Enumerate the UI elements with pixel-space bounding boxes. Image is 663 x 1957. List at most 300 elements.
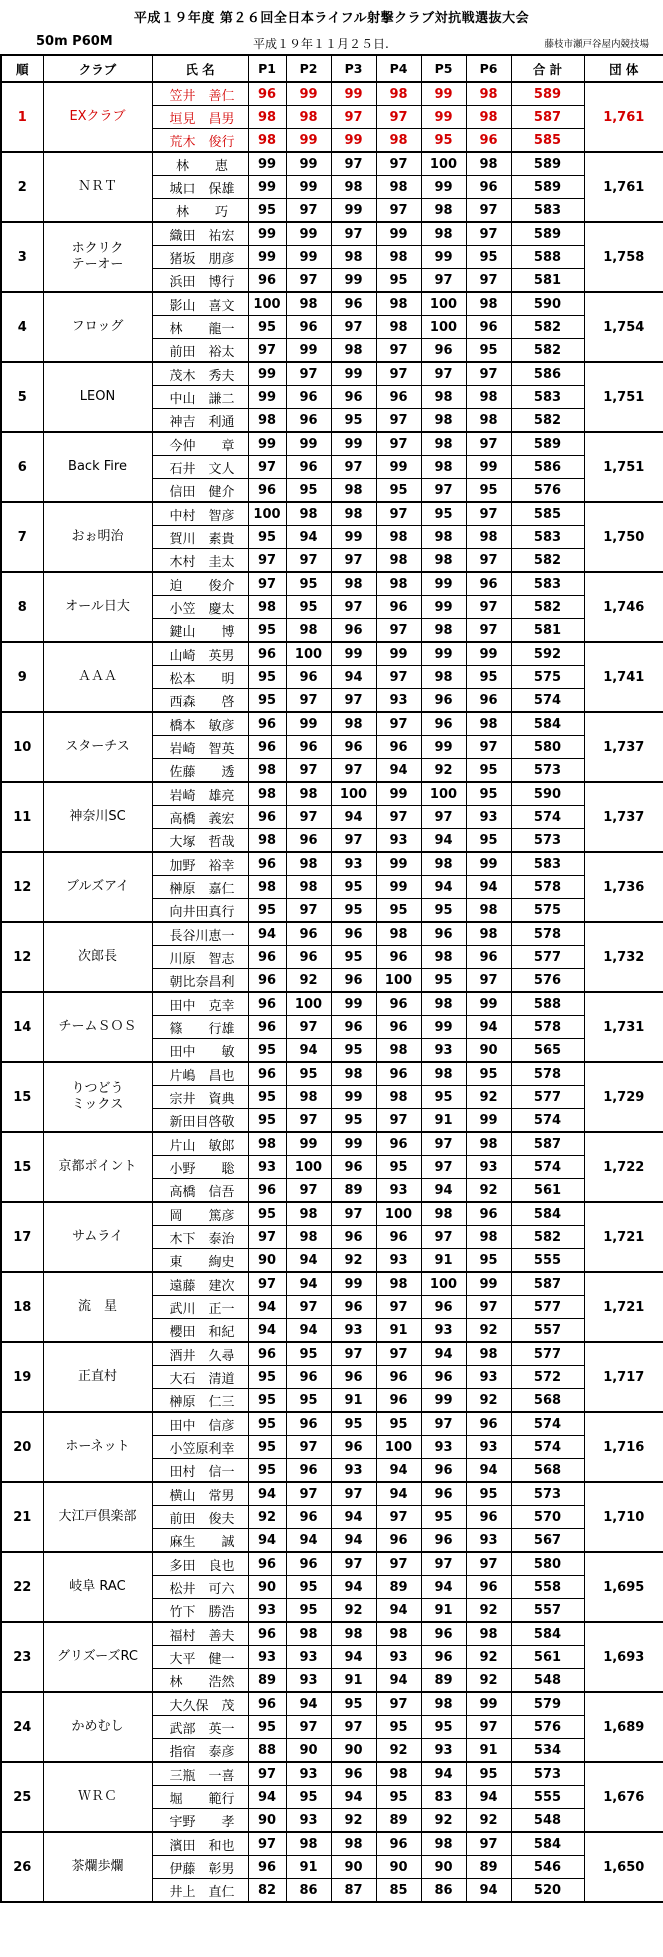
- score-p5: 99: [421, 176, 466, 199]
- score-p1: 95: [248, 1412, 286, 1436]
- score-p5: 91: [421, 1249, 466, 1273]
- score-p3: 93: [331, 1319, 376, 1343]
- shooter-name: 神吉 利通: [152, 409, 248, 433]
- score-p4: 96: [376, 1016, 421, 1039]
- score-p5: 91: [421, 1599, 466, 1623]
- score-p5: 99: [421, 82, 466, 106]
- table-row: [1, 1692, 663, 1716]
- score-p1: 95: [248, 1716, 286, 1739]
- subheader: [0, 32, 663, 54]
- team-rank: 5: [1, 362, 43, 432]
- score-p3: 97: [331, 1482, 376, 1506]
- score-p2: 93: [286, 1669, 331, 1693]
- shooter-total: 568: [511, 1459, 584, 1483]
- score-p5: 95: [421, 129, 466, 153]
- score-p2: 95: [286, 1062, 331, 1086]
- team-total: 1,695: [584, 1552, 663, 1622]
- score-p4: 97: [376, 806, 421, 829]
- score-p3: 95: [331, 409, 376, 433]
- score-p3: 100: [331, 782, 376, 806]
- shooter-total: 584: [511, 1832, 584, 1856]
- shooter-name: 小笠 慶太: [152, 596, 248, 619]
- score-p6: 95: [466, 479, 511, 503]
- table-row: [1, 362, 663, 386]
- score-p2: 95: [286, 1576, 331, 1599]
- shooter-total: 590: [511, 782, 584, 806]
- score-p5: 96: [421, 1459, 466, 1483]
- score-p6: 89: [466, 1856, 511, 1879]
- score-p3: 87: [331, 1879, 376, 1903]
- shooter-total: 586: [511, 456, 584, 479]
- score-p4: 93: [376, 1249, 421, 1273]
- score-p6: 98: [466, 1226, 511, 1249]
- score-p4: 97: [376, 339, 421, 363]
- shooter-total: 582: [511, 1226, 584, 1249]
- score-p4: 100: [376, 969, 421, 993]
- team-rank: 17: [1, 1202, 43, 1272]
- table-row: [1, 1062, 663, 1086]
- team-total: 1,722: [584, 1132, 663, 1202]
- score-p6: 93: [466, 1156, 511, 1179]
- score-p1: 98: [248, 829, 286, 853]
- shooter-name: 林 浩然: [152, 1669, 248, 1693]
- score-p4: 98: [376, 572, 421, 596]
- shooter-name: 指宿 泰彦: [152, 1739, 248, 1763]
- score-p3: 97: [331, 596, 376, 619]
- team-rank: 24: [1, 1692, 43, 1762]
- score-p1: 96: [248, 1179, 286, 1203]
- shooter-total: 565: [511, 1039, 584, 1063]
- shooter-name: 中山 謙二: [152, 386, 248, 409]
- team-total: 1,751: [584, 432, 663, 502]
- score-p2: 97: [286, 759, 331, 783]
- score-p5: 96: [421, 1482, 466, 1506]
- shooter-total: 589: [511, 152, 584, 176]
- score-p1: 96: [248, 712, 286, 736]
- shooter-name: 織田 祐宏: [152, 222, 248, 246]
- score-p2: 97: [286, 549, 331, 573]
- score-p2: 100: [286, 1156, 331, 1179]
- shooter-name: 井上 直仁: [152, 1879, 248, 1903]
- shooter-total: 557: [511, 1599, 584, 1623]
- team-total: 1,732: [584, 922, 663, 992]
- shooter-total: 567: [511, 1529, 584, 1553]
- score-p2: 94: [286, 1319, 331, 1343]
- score-p4: 97: [376, 619, 421, 643]
- results-body: [1, 82, 663, 1902]
- score-p1: 98: [248, 759, 286, 783]
- score-p1: 93: [248, 1599, 286, 1623]
- score-p4: 96: [376, 1132, 421, 1156]
- score-p6: 93: [466, 1366, 511, 1389]
- score-p6: 97: [466, 222, 511, 246]
- score-p2: 93: [286, 1646, 331, 1669]
- score-p4: 97: [376, 1342, 421, 1366]
- score-p6: 98: [466, 409, 511, 433]
- shooter-name: 岡 篤彦: [152, 1202, 248, 1226]
- shooter-total: 578: [511, 922, 584, 946]
- score-p5: 95: [421, 1716, 466, 1739]
- score-p2: 97: [286, 269, 331, 293]
- score-p4: 97: [376, 1692, 421, 1716]
- shooter-total: 520: [511, 1879, 584, 1903]
- score-p3: 95: [331, 946, 376, 969]
- score-p4: 95: [376, 269, 421, 293]
- event-name: 50m P60M: [36, 34, 113, 49]
- score-p5: 100: [421, 316, 466, 339]
- score-p2: 96: [286, 456, 331, 479]
- shooter-name: 前田 俊夫: [152, 1506, 248, 1529]
- score-p4: 96: [376, 1389, 421, 1413]
- score-p3: 96: [331, 386, 376, 409]
- score-p5: 94: [421, 1342, 466, 1366]
- score-p2: 97: [286, 1109, 331, 1133]
- team-club: 流 星: [43, 1272, 152, 1342]
- score-p3: 95: [331, 1412, 376, 1436]
- score-p1: 95: [248, 316, 286, 339]
- team-club: 茶爛歩爛: [43, 1832, 152, 1902]
- score-p3: 99: [331, 269, 376, 293]
- score-p3: 99: [331, 642, 376, 666]
- score-p1: 99: [248, 222, 286, 246]
- shooter-name: 浜田 博行: [152, 269, 248, 293]
- score-p3: 96: [331, 1436, 376, 1459]
- team-club: ホーネット: [43, 1412, 152, 1482]
- score-p3: 96: [331, 619, 376, 643]
- score-p4: 93: [376, 829, 421, 853]
- score-p6: 97: [466, 596, 511, 619]
- score-p3: 97: [331, 1202, 376, 1226]
- team-rank: 25: [1, 1762, 43, 1832]
- score-p5: 93: [421, 1436, 466, 1459]
- score-p6: 93: [466, 1529, 511, 1553]
- shooter-total: 583: [511, 199, 584, 223]
- table-row: [1, 1342, 663, 1366]
- score-p4: 96: [376, 596, 421, 619]
- score-p1: 95: [248, 666, 286, 689]
- score-p5: 93: [421, 1039, 466, 1063]
- shooter-name: 篠 行雄: [152, 1016, 248, 1039]
- score-p2: 97: [286, 1716, 331, 1739]
- score-p6: 95: [466, 1482, 511, 1506]
- score-p6: 97: [466, 1832, 511, 1856]
- score-p3: 97: [331, 689, 376, 713]
- shooter-total: 589: [511, 222, 584, 246]
- shooter-name: 向井田真行: [152, 899, 248, 923]
- score-p3: 89: [331, 1179, 376, 1203]
- score-p1: 96: [248, 1016, 286, 1039]
- score-p5: 98: [421, 386, 466, 409]
- score-p3: 92: [331, 1809, 376, 1833]
- table-row: [1, 642, 663, 666]
- score-p5: 96: [421, 1646, 466, 1669]
- score-p1: 96: [248, 852, 286, 876]
- score-p2: 99: [286, 152, 331, 176]
- score-p3: 95: [331, 876, 376, 899]
- score-p6: 99: [466, 992, 511, 1016]
- score-p3: 99: [331, 1132, 376, 1156]
- team-total: 1,758: [584, 222, 663, 292]
- score-p4: 98: [376, 1272, 421, 1296]
- score-p1: 99: [248, 152, 286, 176]
- team-rank: 15: [1, 1062, 43, 1132]
- score-p6: 99: [466, 642, 511, 666]
- score-p5: 97: [421, 362, 466, 386]
- score-p1: 97: [248, 456, 286, 479]
- score-p4: 98: [376, 922, 421, 946]
- team-total: 1,737: [584, 782, 663, 852]
- shooter-total: 578: [511, 876, 584, 899]
- shooter-name: 堀 範行: [152, 1786, 248, 1809]
- team-total: 1,693: [584, 1622, 663, 1692]
- score-p2: 99: [286, 712, 331, 736]
- score-p1: 96: [248, 1692, 286, 1716]
- score-p2: 91: [286, 1856, 331, 1879]
- table-row: [1, 292, 663, 316]
- team-rank: 20: [1, 1412, 43, 1482]
- score-p6: 92: [466, 1599, 511, 1623]
- score-p6: 97: [466, 199, 511, 223]
- score-p6: 92: [466, 1669, 511, 1693]
- table-row: [1, 572, 663, 596]
- score-p4: 98: [376, 176, 421, 199]
- shooter-total: 586: [511, 362, 584, 386]
- score-p2: 95: [286, 1599, 331, 1623]
- score-p5: 98: [421, 666, 466, 689]
- team-total: 1,741: [584, 642, 663, 712]
- shooter-total: 584: [511, 712, 584, 736]
- score-p3: 99: [331, 129, 376, 153]
- team-club: スターチス: [43, 712, 152, 782]
- table-row: [1, 1412, 663, 1436]
- team-total: 1,717: [584, 1342, 663, 1412]
- score-p2: 99: [286, 222, 331, 246]
- shooter-total: 573: [511, 1482, 584, 1506]
- table-row: [1, 1552, 663, 1576]
- score-p6: 99: [466, 852, 511, 876]
- score-p6: 98: [466, 899, 511, 923]
- score-p3: 96: [331, 736, 376, 759]
- shooter-name: 荒木 俊行: [152, 129, 248, 153]
- score-p6: 98: [466, 712, 511, 736]
- score-p6: 99: [466, 456, 511, 479]
- score-p4: 92: [376, 1739, 421, 1763]
- shooter-name: 岩崎 智英: [152, 736, 248, 759]
- score-p3: 91: [331, 1669, 376, 1693]
- shooter-name: 賀川 素貴: [152, 526, 248, 549]
- score-p1: 90: [248, 1249, 286, 1273]
- score-p5: 98: [421, 199, 466, 223]
- score-p6: 96: [466, 572, 511, 596]
- team-total: 1,721: [584, 1202, 663, 1272]
- score-p3: 95: [331, 1039, 376, 1063]
- shooter-total: 576: [511, 969, 584, 993]
- score-p1: 99: [248, 246, 286, 269]
- score-p2: 95: [286, 479, 331, 503]
- shooter-name: 田中 敏: [152, 1039, 248, 1063]
- score-p2: 95: [286, 1786, 331, 1809]
- score-p3: 96: [331, 292, 376, 316]
- score-p5: 99: [421, 246, 466, 269]
- shooter-total: 583: [511, 386, 584, 409]
- score-p1: 82: [248, 1879, 286, 1903]
- score-p2: 97: [286, 362, 331, 386]
- score-p6: 96: [466, 316, 511, 339]
- team-club: チームＳＯＳ: [43, 992, 152, 1062]
- team-total: 1,751: [584, 362, 663, 432]
- shooter-total: 579: [511, 1692, 584, 1716]
- score-p5: 96: [421, 1529, 466, 1553]
- score-p2: 97: [286, 199, 331, 223]
- score-p1: 94: [248, 922, 286, 946]
- score-p1: 95: [248, 899, 286, 923]
- team-club: サムライ: [43, 1202, 152, 1272]
- shooter-total: 583: [511, 526, 584, 549]
- shooter-total: 576: [511, 479, 584, 503]
- score-p6: 95: [466, 339, 511, 363]
- header-name: 氏 名: [152, 55, 248, 82]
- shooter-name: 今仲 章: [152, 432, 248, 456]
- score-p5: 99: [421, 1389, 466, 1413]
- score-p6: 97: [466, 362, 511, 386]
- team-total: 1,736: [584, 852, 663, 922]
- score-p4: 97: [376, 362, 421, 386]
- score-p3: 95: [331, 899, 376, 923]
- score-p6: 95: [466, 759, 511, 783]
- score-p1: 95: [248, 1389, 286, 1413]
- score-p1: 95: [248, 1436, 286, 1459]
- score-p3: 96: [331, 1156, 376, 1179]
- score-p1: 90: [248, 1809, 286, 1833]
- shooter-name: 伊藤 彰男: [152, 1856, 248, 1879]
- score-p4: 97: [376, 409, 421, 433]
- shooter-total: 580: [511, 736, 584, 759]
- score-p3: 99: [331, 432, 376, 456]
- score-p5: 96: [421, 1622, 466, 1646]
- score-p3: 98: [331, 712, 376, 736]
- header-rank: 順: [1, 55, 43, 82]
- shooter-name: 宗井 資典: [152, 1086, 248, 1109]
- score-p4: 96: [376, 1832, 421, 1856]
- shooter-name: 榊原 嘉仁: [152, 876, 248, 899]
- score-p2: 98: [286, 619, 331, 643]
- score-p6: 94: [466, 1879, 511, 1903]
- score-p2: 94: [286, 526, 331, 549]
- shooter-name: 田中 克幸: [152, 992, 248, 1016]
- team-rank: 6: [1, 432, 43, 502]
- score-p6: 96: [466, 176, 511, 199]
- score-p4: 94: [376, 1459, 421, 1483]
- score-p4: 99: [376, 782, 421, 806]
- score-p5: 97: [421, 1132, 466, 1156]
- score-p3: 93: [331, 852, 376, 876]
- score-p5: 98: [421, 526, 466, 549]
- shooter-total: 561: [511, 1646, 584, 1669]
- shooter-total: 587: [511, 1272, 584, 1296]
- shooter-name: 信田 健介: [152, 479, 248, 503]
- header-p4: P4: [376, 55, 421, 82]
- score-p1: 96: [248, 1622, 286, 1646]
- score-p5: 99: [421, 736, 466, 759]
- score-p4: 96: [376, 946, 421, 969]
- team-rank: 11: [1, 782, 43, 852]
- score-p3: 91: [331, 1389, 376, 1413]
- score-p2: 98: [286, 852, 331, 876]
- score-p2: 93: [286, 1762, 331, 1786]
- score-p4: 98: [376, 292, 421, 316]
- score-p2: 94: [286, 1529, 331, 1553]
- score-p1: 95: [248, 1039, 286, 1063]
- score-p1: 96: [248, 806, 286, 829]
- shooter-total: 574: [511, 806, 584, 829]
- score-p4: 89: [376, 1576, 421, 1599]
- team-rank: 14: [1, 992, 43, 1062]
- shooter-total: 584: [511, 1622, 584, 1646]
- score-p4: 100: [376, 1202, 421, 1226]
- score-p3: 98: [331, 176, 376, 199]
- score-p5: 98: [421, 992, 466, 1016]
- score-p2: 96: [286, 386, 331, 409]
- team-rank: 26: [1, 1832, 43, 1902]
- team-total: 1,746: [584, 572, 663, 642]
- score-p1: 97: [248, 1226, 286, 1249]
- shooter-total: 588: [511, 992, 584, 1016]
- score-p2: 96: [286, 1552, 331, 1576]
- score-p1: 90: [248, 1576, 286, 1599]
- score-p4: 89: [376, 1809, 421, 1833]
- score-p5: 98: [421, 409, 466, 433]
- score-p6: 97: [466, 549, 511, 573]
- score-p3: 96: [331, 922, 376, 946]
- score-p6: 96: [466, 689, 511, 713]
- event-date: 平成１９年１１月２５日.: [253, 37, 389, 51]
- score-p1: 98: [248, 1132, 286, 1156]
- score-p1: 99: [248, 176, 286, 199]
- score-p2: 97: [286, 1436, 331, 1459]
- shooter-total: 558: [511, 1576, 584, 1599]
- shooter-total: 577: [511, 946, 584, 969]
- table-row: [1, 82, 663, 106]
- score-p1: 95: [248, 619, 286, 643]
- team-club: 神奈川SC: [43, 782, 152, 852]
- score-p3: 94: [331, 666, 376, 689]
- score-p1: 99: [248, 362, 286, 386]
- score-p4: 97: [376, 106, 421, 129]
- score-p1: 95: [248, 1202, 286, 1226]
- score-p3: 99: [331, 992, 376, 1016]
- score-p1: 97: [248, 549, 286, 573]
- score-p2: 98: [286, 106, 331, 129]
- shooter-name: 宇野 孝: [152, 1809, 248, 1833]
- score-p3: 99: [331, 199, 376, 223]
- score-p4: 96: [376, 1366, 421, 1389]
- score-p4: 93: [376, 689, 421, 713]
- score-p6: 97: [466, 1296, 511, 1319]
- shooter-name: 岩崎 雄亮: [152, 782, 248, 806]
- shooter-name: 中村 智彦: [152, 502, 248, 526]
- score-p6: 92: [466, 1086, 511, 1109]
- score-p1: 98: [248, 409, 286, 433]
- shooter-total: 585: [511, 502, 584, 526]
- score-p2: 95: [286, 596, 331, 619]
- shooter-total: 574: [511, 1156, 584, 1179]
- score-p1: 96: [248, 1856, 286, 1879]
- score-p4: 94: [376, 1599, 421, 1623]
- score-p1: 98: [248, 782, 286, 806]
- score-p3: 98: [331, 339, 376, 363]
- score-p4: 94: [376, 1669, 421, 1693]
- shooter-name: 鍵山 博: [152, 619, 248, 643]
